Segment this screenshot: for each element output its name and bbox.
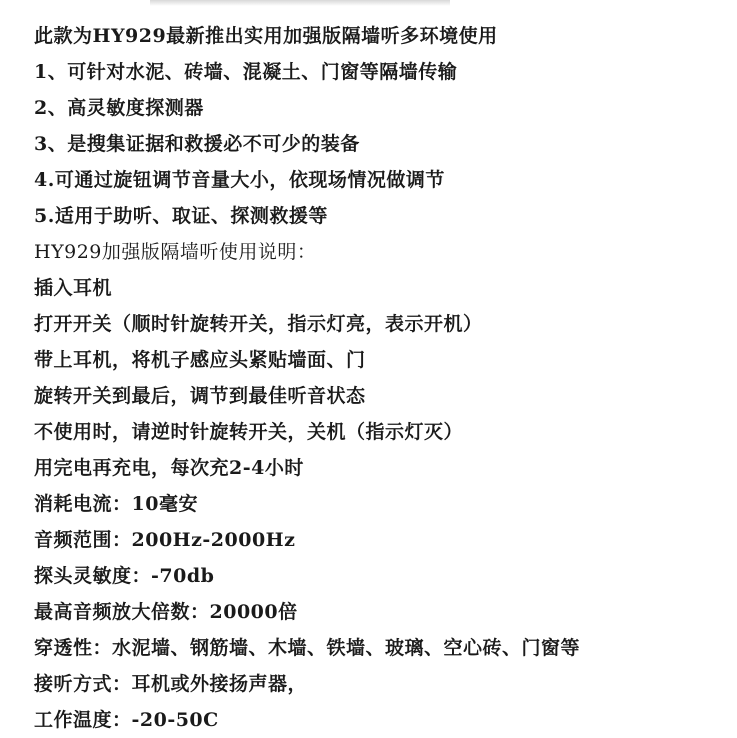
spec-penetration: 穿透性：水泥墙、钢筋墙、木墙、铁墙、玻璃、空心砖、门窗等	[34, 637, 581, 659]
instruction-step-5: 不使用时，请逆时针旋转开关，关机（指示灯灭）	[34, 421, 464, 443]
intro-line: 此款为HY929最新推出实用加强版隔墙听多环境使用	[34, 25, 498, 47]
instruction-step-3: 带上耳机，将机子感应头紧贴墙面、门	[34, 349, 366, 371]
instructions-heading: HY929加强版隔墙听使用说明：	[34, 241, 317, 263]
feature-line-1: 1、可针对水泥、砖墙、混凝土、门窗等隔墙传输	[34, 61, 458, 83]
spec-frequency-range: 音频范围：200Hz-2000Hz	[34, 529, 296, 551]
spec-probe-sensitivity: 探头灵敏度：-70db	[34, 565, 215, 587]
product-description	[34, 18, 727, 738]
feature-line-2: 2、高灵敏度探测器	[34, 97, 204, 119]
spec-amplification: 最高音频放大倍数：20000倍	[34, 601, 298, 623]
spec-listening-method: 接听方式：耳机或外接扬声器，	[34, 673, 308, 695]
instruction-step-4: 旋转开关到最后，调节到最佳听音状态	[34, 385, 366, 407]
top-image-edge	[150, 0, 450, 6]
charging-note: 用完电再充电，每次充2-4小时	[34, 457, 304, 479]
spec-current: 消耗电流：10毫安	[34, 493, 198, 515]
feature-line-5: 5.适用于助听、取证、探测救援等	[34, 205, 328, 227]
feature-line-4: 4.可通过旋钮调节音量大小，依现场情况做调节	[34, 169, 445, 191]
spec-operating-temperature: 工作温度：-20-50C	[34, 709, 219, 731]
instruction-step-1: 插入耳机	[34, 277, 113, 299]
instruction-step-2: 打开开关（顺时针旋转开关，指示灯亮，表示开机）	[34, 313, 483, 335]
feature-line-3: 3、是搜集证据和救援必不可少的装备	[34, 133, 360, 155]
